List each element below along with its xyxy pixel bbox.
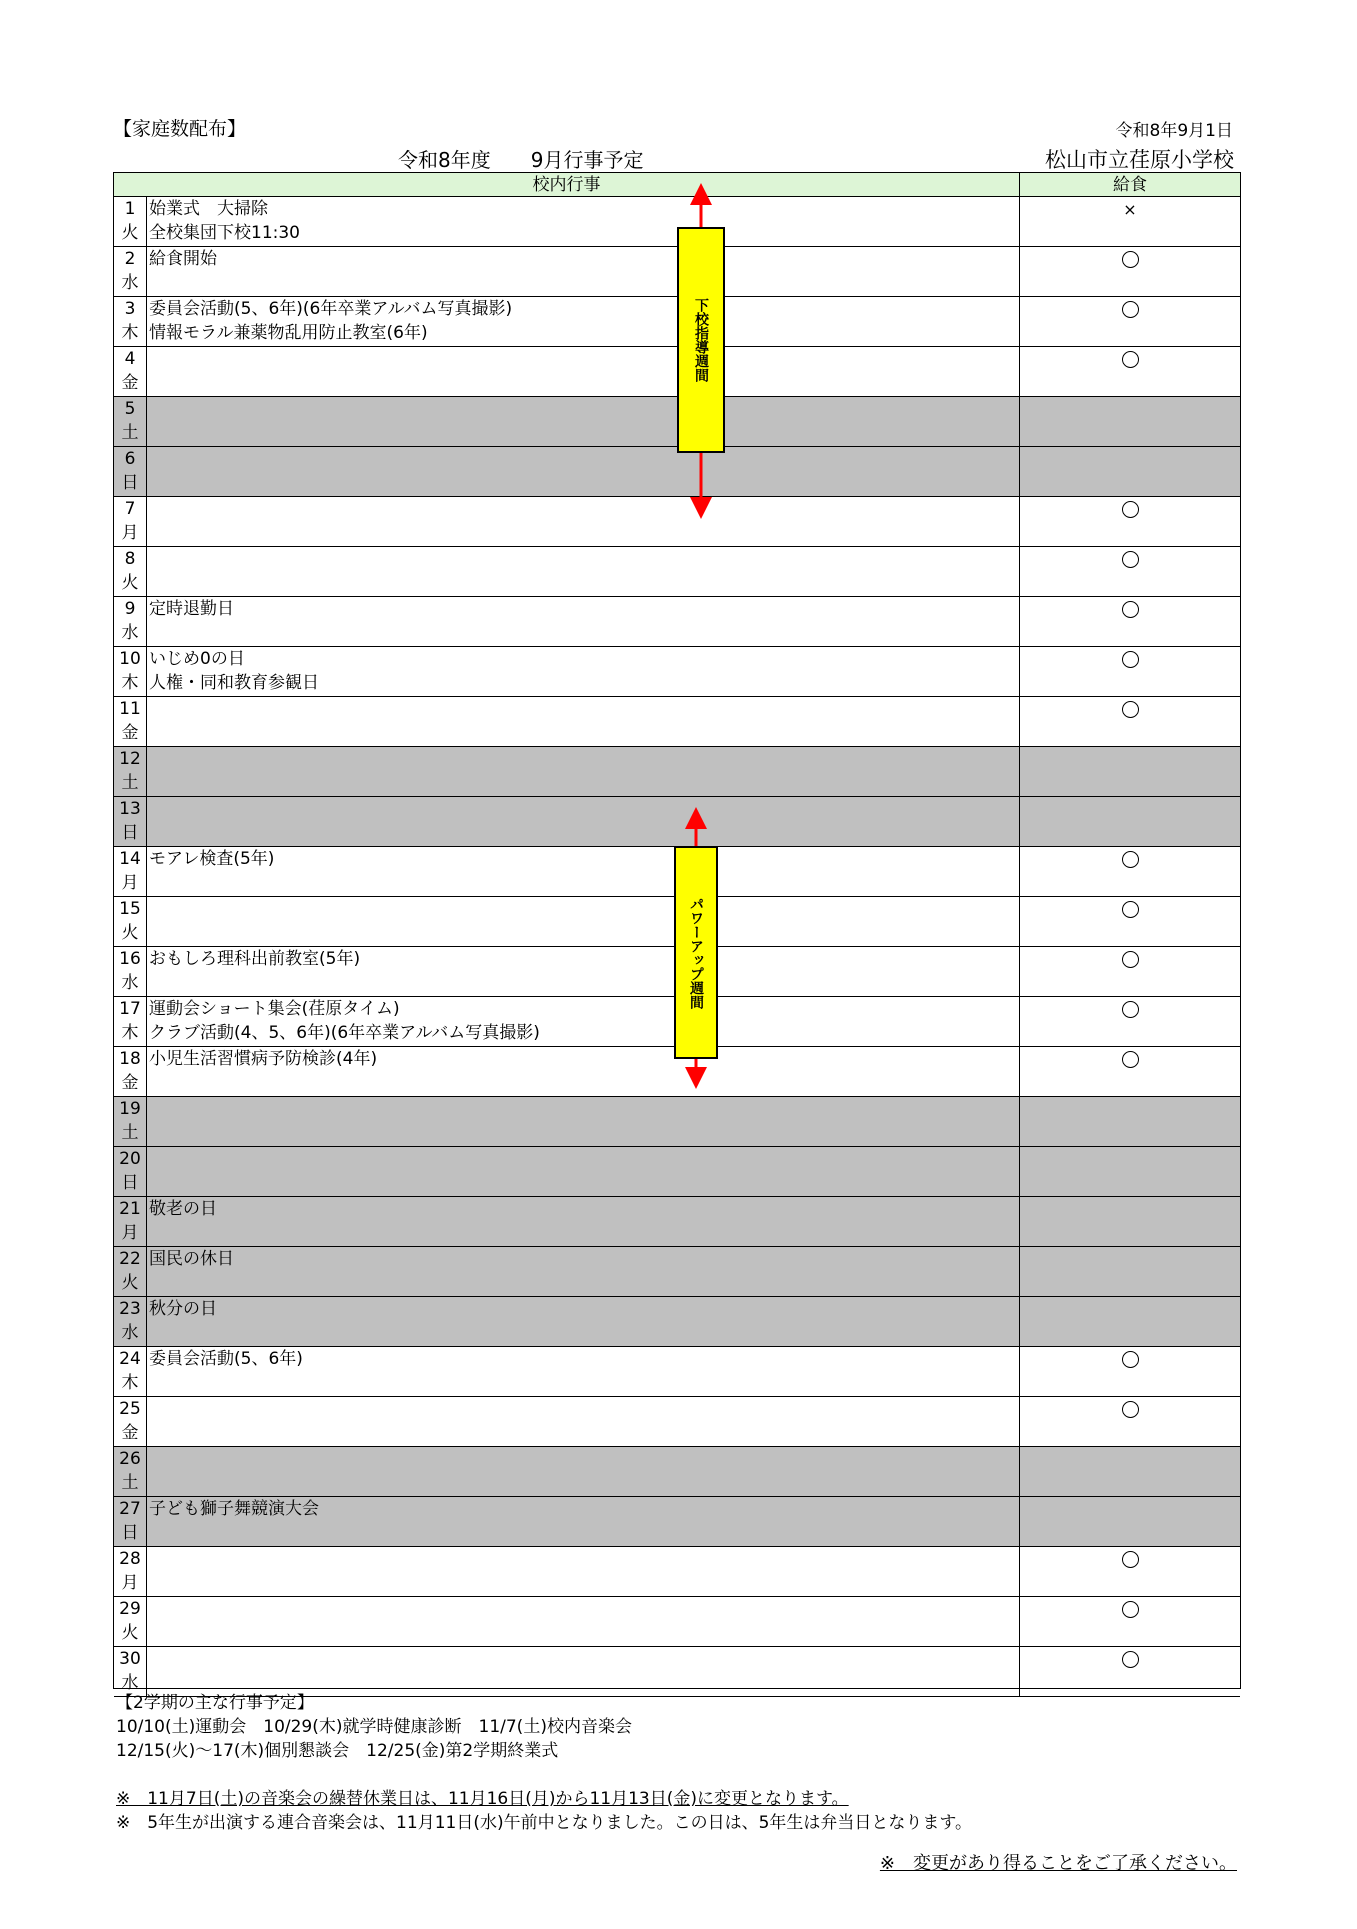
events-cell xyxy=(147,397,1020,446)
events-cell xyxy=(147,647,1020,696)
period-label: パワーアップ週間 xyxy=(688,896,704,1009)
lunch-cell xyxy=(1020,1097,1240,1146)
event-line-1: 秋分の日 xyxy=(149,1299,217,1319)
lunch-cell xyxy=(1020,747,1240,796)
event-line-1 xyxy=(149,797,1019,821)
day-number: 2 xyxy=(124,249,136,269)
day-number: 22 xyxy=(119,1249,141,1269)
day-cell xyxy=(114,797,147,846)
event-line-1: 小児生活習慣病予防検診(4年) xyxy=(149,1049,378,1069)
event-line-2 xyxy=(149,521,1019,545)
day-number: 30 xyxy=(119,1649,141,1669)
day-number: 14 xyxy=(119,849,141,869)
events-cell xyxy=(147,497,1020,546)
day-number: 8 xyxy=(124,549,136,569)
events-cell xyxy=(147,447,1020,496)
day-row xyxy=(114,747,1240,797)
footer-note: ※ 変更があり得ることをご了承ください。 xyxy=(879,1853,1237,1874)
lunch-cell xyxy=(1020,1647,1240,1696)
issue-date: 令和8年9月1日 xyxy=(1115,121,1233,141)
day-cell xyxy=(114,1247,147,1296)
day-cell xyxy=(114,1097,147,1146)
event-line-1: 始業式 大掃除 xyxy=(149,199,268,219)
notes-concert-notice: ※ 5年生が出演する連合音楽会は、11月11日(水)午前中となりました。この日は、5年生は弁当日となります。 xyxy=(116,1813,973,1833)
event-line-1 xyxy=(149,347,1019,371)
schedule-table xyxy=(113,172,1241,1833)
day-row xyxy=(114,647,1240,697)
event-line-2 xyxy=(149,471,1019,495)
day-cell xyxy=(114,1497,147,1546)
weekday: 木 xyxy=(121,673,139,693)
weekday: 水 xyxy=(121,1323,139,1343)
event-line-1: 定時退勤日 xyxy=(149,599,234,619)
event-line-1: おもしろ理科出前教室(5年) xyxy=(149,949,361,969)
events-cell xyxy=(147,1047,1020,1096)
lunch-cell xyxy=(1020,1197,1240,1246)
events-cell xyxy=(147,1197,1020,1246)
weekday: 月 xyxy=(121,1223,139,1243)
weekday: 金 xyxy=(121,1073,139,1093)
event-line-1 xyxy=(149,897,1019,921)
weekday: 土 xyxy=(121,1123,139,1143)
lunch-cell xyxy=(1020,1147,1240,1196)
day-row xyxy=(114,547,1240,597)
lunch-cell xyxy=(1020,797,1240,846)
day-cell xyxy=(114,897,147,946)
event-line-2 xyxy=(149,421,1019,445)
lunch-served-mark xyxy=(1122,251,1139,268)
lunch-served-mark xyxy=(1122,651,1139,668)
day-number: 23 xyxy=(119,1299,141,1319)
event-line-1 xyxy=(149,1147,1019,1171)
day-row xyxy=(114,1547,1240,1597)
event-line-1: 委員会活動(5、6年)(6年卒業アルバム写真撮影) xyxy=(149,299,513,319)
lunch-served-mark xyxy=(1122,701,1139,718)
day-cell xyxy=(114,1597,147,1646)
lunch-cell xyxy=(1020,397,1240,446)
day-row xyxy=(114,1297,1240,1347)
weekday: 日 xyxy=(121,823,139,843)
lunch-cell xyxy=(1020,1497,1240,1546)
event-line-2 xyxy=(149,921,1019,945)
day-cell xyxy=(114,547,147,596)
day-number: 12 xyxy=(119,749,141,769)
weekday: 日 xyxy=(121,1523,139,1543)
lunch-served-mark xyxy=(1122,1351,1139,1368)
lunch-served-mark xyxy=(1122,351,1139,368)
day-number: 15 xyxy=(119,899,141,919)
day-cell xyxy=(114,397,147,446)
events-cell xyxy=(147,947,1020,996)
day-number: 25 xyxy=(119,1399,141,1419)
lunch-cell xyxy=(1020,197,1240,246)
events-cell xyxy=(147,1097,1020,1146)
day-cell xyxy=(114,1347,147,1396)
events-cell xyxy=(147,1297,1020,1346)
day-number: 10 xyxy=(119,649,141,669)
event-line-2 xyxy=(149,371,1019,395)
day-number: 13 xyxy=(119,799,141,819)
event-line-1: 給食開始 xyxy=(149,249,217,269)
day-number: 21 xyxy=(119,1199,141,1219)
event-line-2 xyxy=(149,1521,1019,1545)
notes-section xyxy=(114,1691,1240,1839)
events-cell xyxy=(147,1247,1020,1296)
lunch-cell xyxy=(1020,247,1240,296)
event-line-2 xyxy=(149,721,1019,745)
weekday: 水 xyxy=(121,1673,139,1693)
event-line-2 xyxy=(149,1571,1019,1595)
day-number: 24 xyxy=(119,1349,141,1369)
lunch-cell xyxy=(1020,447,1240,496)
events-cell xyxy=(147,797,1020,846)
lunch-cell xyxy=(1020,547,1240,596)
lunch-cell xyxy=(1020,847,1240,896)
event-line-2: 情報モラル兼薬物乱用防止教室(6年) xyxy=(149,323,428,343)
day-row xyxy=(114,1097,1240,1147)
events-cell xyxy=(147,1547,1020,1596)
weekday: 金 xyxy=(121,723,139,743)
events-cell xyxy=(147,297,1020,346)
weekday: 水 xyxy=(121,973,139,993)
event-line-1 xyxy=(149,397,1019,421)
lunch-served-mark xyxy=(1122,1051,1139,1068)
weekday: 月 xyxy=(121,1573,139,1593)
day-cell xyxy=(114,647,147,696)
day-cell xyxy=(114,597,147,646)
weekday: 金 xyxy=(121,1423,139,1443)
day-row xyxy=(114,1147,1240,1197)
lunch-served-mark xyxy=(1122,601,1139,618)
period-label: 下校指導週間 xyxy=(693,298,709,382)
events-cell xyxy=(147,1397,1020,1446)
events-cell xyxy=(147,897,1020,946)
events-cell xyxy=(147,1647,1020,1696)
school-name: 松山市立荏原小学校 xyxy=(1045,148,1234,172)
lunch-served-mark xyxy=(1122,551,1139,568)
table-header xyxy=(114,173,1240,197)
events-cell xyxy=(147,247,1020,296)
document-label: 【家庭数配布】 xyxy=(113,118,247,140)
weekday: 火 xyxy=(121,1623,139,1643)
day-number: 1 xyxy=(124,199,136,219)
event-line-1 xyxy=(149,547,1019,571)
lunch-cell xyxy=(1020,1347,1240,1396)
event-line-2 xyxy=(149,871,1019,895)
event-line-2 xyxy=(149,1621,1019,1645)
day-cell xyxy=(114,497,147,546)
events-cell xyxy=(147,1147,1020,1196)
events-cell xyxy=(147,197,1020,246)
lunch-cell xyxy=(1020,347,1240,396)
lunch-served-mark xyxy=(1122,1601,1139,1618)
weekday: 木 xyxy=(121,323,139,343)
lunch-served-mark xyxy=(1122,851,1139,868)
day-number: 18 xyxy=(119,1049,141,1069)
lunch-cell xyxy=(1020,497,1240,546)
day-cell xyxy=(114,1647,147,1696)
day-cell xyxy=(114,197,147,246)
event-line-2 xyxy=(149,271,1019,295)
event-line-1: いじめ0の日 xyxy=(149,649,245,669)
lunch-cell xyxy=(1020,1397,1240,1446)
day-cell xyxy=(114,747,147,796)
day-number: 6 xyxy=(124,449,136,469)
weekday: 月 xyxy=(121,873,139,893)
lunch-served-mark xyxy=(1122,501,1139,518)
lunch-cell xyxy=(1020,297,1240,346)
day-row xyxy=(114,1647,1240,1697)
lunch-served-mark xyxy=(1122,901,1139,918)
day-number: 19 xyxy=(119,1099,141,1119)
event-line-1: 子ども獅子舞競演大会 xyxy=(149,1499,319,1519)
day-row xyxy=(114,1247,1240,1297)
lunch-cell xyxy=(1020,647,1240,696)
lunch-cell xyxy=(1020,947,1240,996)
event-line-1 xyxy=(149,1547,1019,1571)
lunch-cell xyxy=(1020,997,1240,1046)
weekday: 木 xyxy=(121,1373,139,1393)
day-number: 7 xyxy=(124,499,136,519)
event-line-2 xyxy=(149,821,1019,845)
weekday: 火 xyxy=(121,573,139,593)
event-line-2 xyxy=(149,1071,1019,1095)
event-line-2 xyxy=(149,1321,1019,1345)
day-number: 27 xyxy=(119,1499,141,1519)
day-number: 4 xyxy=(124,349,136,369)
lunch-cell xyxy=(1020,1297,1240,1346)
day-row xyxy=(114,697,1240,747)
day-cell xyxy=(114,447,147,496)
events-cell xyxy=(147,697,1020,746)
event-line-1 xyxy=(149,747,1019,771)
day-cell xyxy=(114,1447,147,1496)
day-cell xyxy=(114,247,147,296)
event-line-1 xyxy=(149,1397,1019,1421)
event-line-1 xyxy=(149,1097,1019,1121)
event-line-1 xyxy=(149,447,1019,471)
lunch-cell xyxy=(1020,1247,1240,1296)
event-line-2: クラブ活動(4、5、6年)(6年卒業アルバム写真撮影) xyxy=(149,1023,540,1043)
event-line-2 xyxy=(149,1421,1019,1445)
lunch-served-mark xyxy=(1122,1401,1139,1418)
day-row xyxy=(114,1397,1240,1447)
events-cell xyxy=(147,1347,1020,1396)
weekday: 金 xyxy=(121,373,139,393)
day-cell xyxy=(114,347,147,396)
event-line-2 xyxy=(149,1471,1019,1495)
events-cell xyxy=(147,1447,1020,1496)
day-row xyxy=(114,1597,1240,1647)
weekday: 水 xyxy=(121,273,139,293)
day-row xyxy=(114,597,1240,647)
day-number: 26 xyxy=(119,1449,141,1469)
lunch-cell xyxy=(1020,1047,1240,1096)
day-number: 20 xyxy=(119,1149,141,1169)
lunch-served-mark xyxy=(1122,1651,1139,1668)
events-cell xyxy=(147,597,1020,646)
events-cell xyxy=(147,997,1020,1046)
weekday: 火 xyxy=(121,923,139,943)
day-cell xyxy=(114,947,147,996)
event-line-1 xyxy=(149,497,1019,521)
events-cell xyxy=(147,1597,1020,1646)
lunch-served-mark xyxy=(1122,951,1139,968)
day-cell xyxy=(114,1197,147,1246)
weekday: 月 xyxy=(121,523,139,543)
event-line-1 xyxy=(149,1597,1019,1621)
event-line-1 xyxy=(149,697,1019,721)
event-line-2 xyxy=(149,571,1019,595)
event-line-1 xyxy=(149,1647,1019,1671)
event-line-1: 国民の休日 xyxy=(149,1249,234,1269)
lunch-cell xyxy=(1020,1447,1240,1496)
lunch-served-mark xyxy=(1122,1551,1139,1568)
event-line-2 xyxy=(149,1221,1019,1245)
lunch-cell xyxy=(1020,897,1240,946)
event-line-2 xyxy=(149,1271,1019,1295)
day-row xyxy=(114,1447,1240,1497)
day-number: 16 xyxy=(119,949,141,969)
day-row xyxy=(114,1347,1240,1397)
period-label-box xyxy=(677,227,725,453)
weekday: 土 xyxy=(121,773,139,793)
day-cell xyxy=(114,1547,147,1596)
events-cell xyxy=(147,1497,1020,1546)
event-line-2 xyxy=(149,971,1019,995)
weekday: 火 xyxy=(121,1273,139,1293)
event-line-2 xyxy=(149,1171,1019,1195)
lunch-cell xyxy=(1020,1547,1240,1596)
event-line-2 xyxy=(149,1121,1019,1145)
period-label-box xyxy=(674,846,718,1059)
day-number: 17 xyxy=(119,999,141,1019)
event-line-1: 敬老の日 xyxy=(149,1199,217,1219)
day-row xyxy=(114,1497,1240,1547)
day-row xyxy=(114,447,1240,497)
event-line-2: 全校集団下校11:30 xyxy=(149,223,300,243)
day-cell xyxy=(114,297,147,346)
event-line-2 xyxy=(149,1371,1019,1395)
lunch-served-mark xyxy=(1122,301,1139,318)
notes-line-2: 12/15(火)～17(木)個別懇談会 12/25(金)第2学期終業式 xyxy=(116,1741,559,1761)
event-line-1: モアレ検査(5年) xyxy=(149,849,275,869)
day-row xyxy=(114,1197,1240,1247)
day-cell xyxy=(114,1297,147,1346)
events-cell xyxy=(147,847,1020,896)
day-row xyxy=(114,797,1240,847)
notes-line-1: 10/10(土)運動会 10/29(木)就学時健康診断 11/7(土)校内音楽会 xyxy=(116,1717,632,1737)
lunch-none-mark: × xyxy=(1123,200,1137,219)
day-cell xyxy=(114,697,147,746)
event-line-2 xyxy=(149,771,1019,795)
day-number: 9 xyxy=(124,599,136,619)
lunch-column-header: 給食 xyxy=(1113,175,1147,195)
lunch-cell xyxy=(1020,697,1240,746)
weekday: 日 xyxy=(121,473,139,493)
page-title: 令和8年度 9月行事予定 xyxy=(398,148,644,172)
day-number: 5 xyxy=(124,399,136,419)
weekday: 土 xyxy=(121,1473,139,1493)
day-number: 28 xyxy=(119,1549,141,1569)
day-cell xyxy=(114,847,147,896)
event-line-1 xyxy=(149,1447,1019,1471)
events-cell xyxy=(147,547,1020,596)
weekday: 火 xyxy=(121,223,139,243)
event-line-1: 運動会ショート集会(荏原タイム) xyxy=(149,999,400,1019)
events-cell xyxy=(147,747,1020,796)
day-number: 3 xyxy=(124,299,136,319)
weekday: 日 xyxy=(121,1173,139,1193)
event-line-1: 委員会活動(5、6年) xyxy=(149,1349,303,1369)
weekday: 木 xyxy=(121,1023,139,1043)
day-number: 29 xyxy=(119,1599,141,1619)
day-cell xyxy=(114,1147,147,1196)
day-cell xyxy=(114,997,147,1046)
notes-heading: 【2学期の主な行事予定】 xyxy=(116,1693,314,1713)
day-cell xyxy=(114,1397,147,1446)
event-line-2 xyxy=(149,621,1019,645)
weekday: 水 xyxy=(121,623,139,643)
events-column-header: 校内行事 xyxy=(114,173,1020,196)
notes-change-notice: ※ 11月7日(土)の音楽会の繰替休業日は、11月16日(月)から11月13日(金)に変更となります。 xyxy=(116,1789,849,1809)
weekday: 土 xyxy=(121,423,139,443)
day-number: 11 xyxy=(119,699,141,719)
day-cell xyxy=(114,1047,147,1096)
lunch-cell xyxy=(1020,597,1240,646)
lunch-cell xyxy=(1020,1597,1240,1646)
events-cell xyxy=(147,347,1020,396)
event-line-2: 人権・同和教育参観日 xyxy=(149,673,319,693)
day-row xyxy=(114,497,1240,547)
lunch-served-mark xyxy=(1122,1001,1139,1018)
